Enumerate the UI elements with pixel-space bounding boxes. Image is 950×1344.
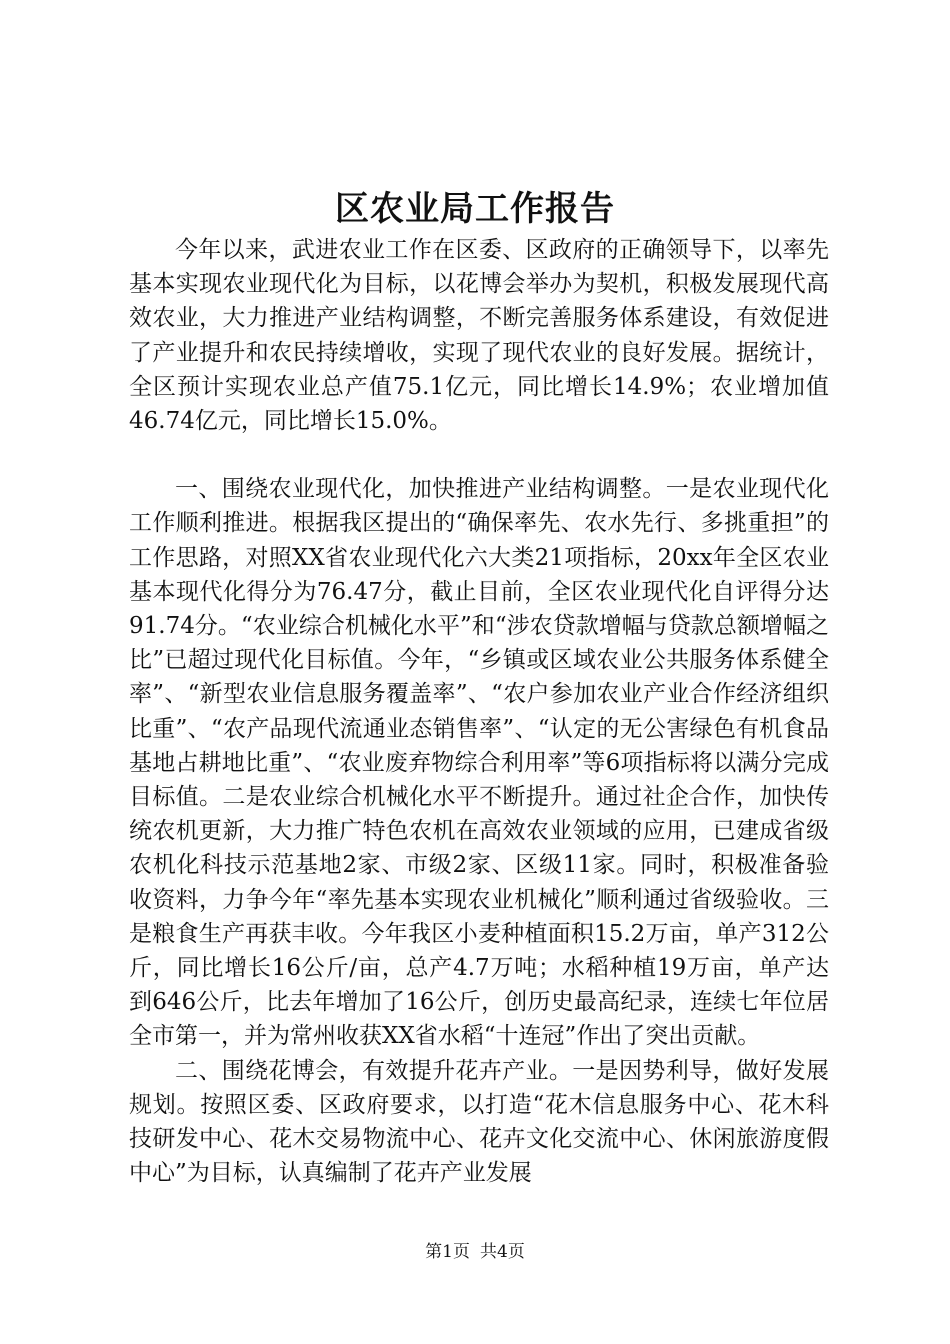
page-number: 第1页	[425, 1242, 470, 1262]
page-total: 共4页	[480, 1242, 525, 1262]
section-one-paragraph: 一、围绕农业现代化，加快推进产业结构调整。一是农业现代化工作顺利推进。根据我区提出的“确保率先、农水先行、多挑重担”的工作思路，对照XX省农业现代化六大类21项指标，20xx年全区农业基本现代化得分为76.47分，截止目前，全区农业现代化自评得分达91.74分。“农业综合机械化水平”和“涉农贷款增幅与贷款总额增幅之比”已超过现代化目标值。今年，“乡镇或区域农业公共服务体系健全率”、“新型农业信息服务覆盖率”、“农户参加农业产业合作经济组织比重”、“农产品现代流通业态销售率”、“认定的无公害绿色有机食品基地占耕地比重”、“农业废弃物综合利用率”等6项指标将以满分完成目标值。二是农业综合机械化水平不断提升。通过社企合作，加快传统农机更新，大力推广特色农机在高效农业领域的应用，已建成省级农机化科技示范基地2家、市级2家、区级11家。同时，积极准备验收资料，力争今年“率先基本实现农业机械化”顺利通过省级验收。三是粮食生产再获丰收。今年我区小麦种植面积15.2万亩，单产312公斤，同比增长16公斤/亩，总产4.7万吨；水稻种植19万亩，单产达到646公斤，比去年增加了16公斤，创历史最高纪录，连续七年位居全市第一，并为常州收获XX省水稻“十连冠”作出了突出贡献。	[129, 476, 829, 1050]
document-body	[129, 233, 829, 1190]
document-title: 区农业局工作报告	[335, 189, 615, 229]
paragraph-spacer	[129, 438, 829, 472]
section-two-paragraph: 二、围绕花博会，有效提升花卉产业。一是因势利导，做好发展规划。按照区委、区政府要求，以打造“花木信息服务中心、花木科技研发中心、花木交易物流中心、花卉文化交流中心、休闲旅游度假中心”为目标，认真编制了花卉产业发展	[129, 1057, 829, 1187]
page-footer	[0, 1240, 950, 1264]
intro-paragraph: 今年以来，武进农业工作在区委、区政府的正确领导下，以率先基本实现农业现代化为目标，以花博会举办为契机，积极发展现代高效农业，大力推进产业结构调整，不断完善服务体系建设，有效促进了产业提升和农民持续增收，实现了现代农业的良好发展。据统计，全区预计实现农业总产值75.1亿元，同比增长14.9%；农业增加值46.74亿元，同比增长15.0%。	[129, 237, 829, 435]
